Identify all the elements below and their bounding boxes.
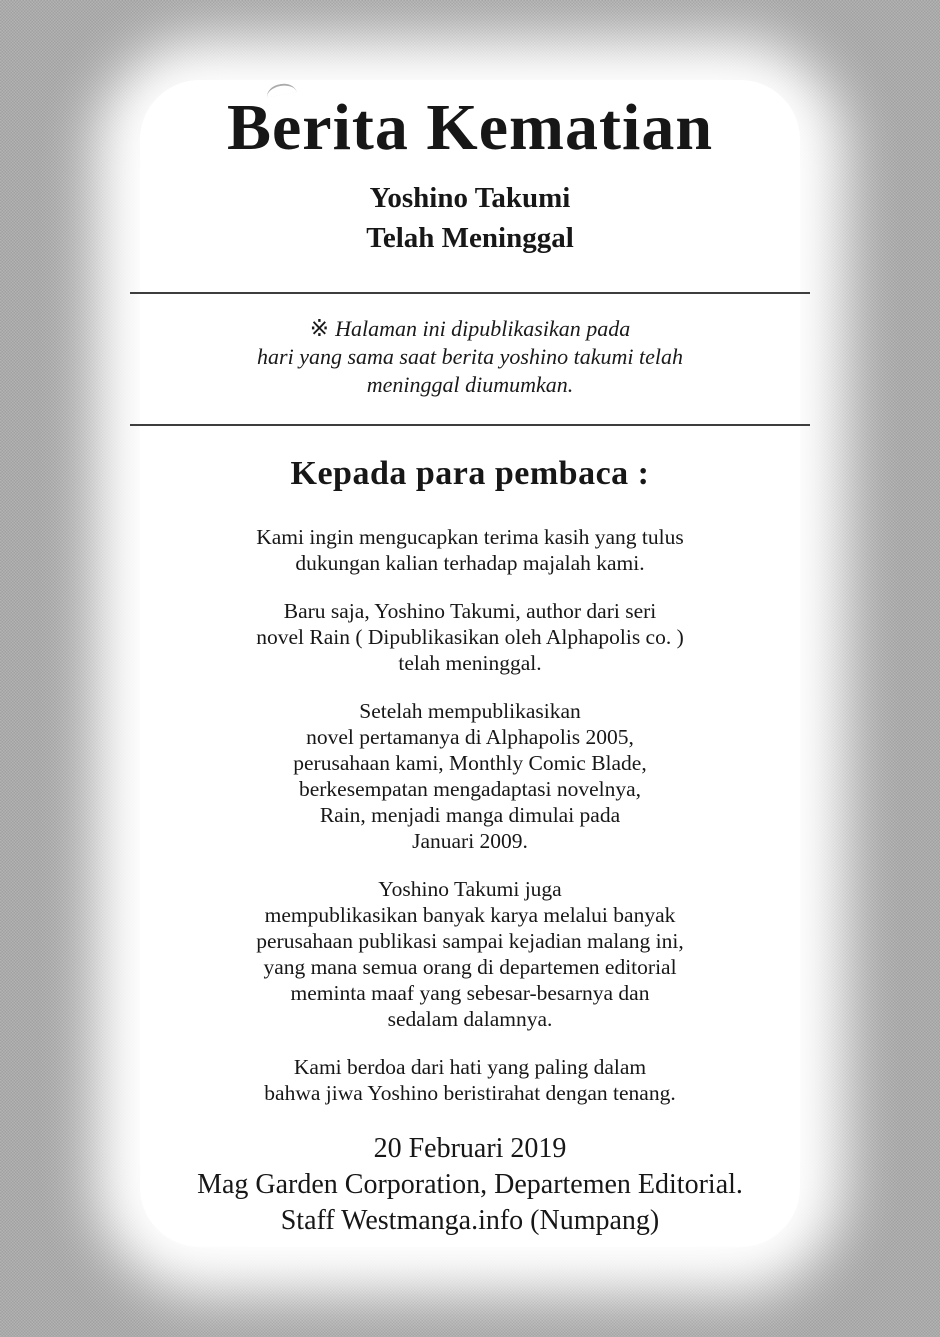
subtitle bbox=[0, 178, 940, 258]
paragraph-line: meminta maaf yang sebesar-besarnya dan bbox=[290, 981, 650, 1005]
paragraph-history bbox=[0, 698, 940, 854]
paragraph-line: Yoshino Takumi juga bbox=[378, 877, 562, 901]
note-line: hari yang sama saat berita yoshino takumi telah bbox=[257, 344, 683, 369]
paragraph-line: mempublikasikan banyak karya melalui banyak bbox=[264, 903, 676, 927]
divider-top bbox=[130, 292, 810, 294]
salutation-heading: Kepada para pembaca : bbox=[290, 455, 650, 492]
paragraph-line: yang mana semua orang di departemen editorial bbox=[263, 955, 677, 979]
paragraph-line: novel pertamanya di Alphapolis 2005, bbox=[306, 725, 634, 749]
paragraph-line: Setelah mempublikasikan bbox=[359, 699, 581, 723]
paragraph-line: Kami berdoa dari hati yang paling dalam bbox=[293, 1055, 647, 1079]
paragraph-condolence bbox=[0, 876, 940, 1032]
note-line: meninggal diumumkan. bbox=[366, 372, 574, 397]
footer-staff-credit: Staff Westmanga.info (Numpang) bbox=[280, 1205, 660, 1236]
note-line bbox=[0, 315, 940, 343]
reference-mark-icon: ※ bbox=[309, 316, 330, 342]
publication-note bbox=[0, 315, 940, 399]
footer-organization: Mag Garden Corporation, Departemen Editorial. bbox=[197, 1169, 743, 1200]
paragraph-thanks bbox=[0, 524, 940, 576]
subtitle-deceased-line: Telah Meninggal bbox=[366, 222, 574, 254]
paragraph-announcement bbox=[0, 598, 940, 676]
paragraph-line: Januari 2009. bbox=[412, 829, 528, 853]
divider-bottom bbox=[130, 424, 810, 426]
paragraph-line: novel Rain ( Dipublikasikan oleh Alphapolis co. ) bbox=[256, 625, 684, 649]
paragraph-line: sedalam dalamnya. bbox=[387, 1007, 553, 1031]
paragraph-prayer bbox=[0, 1054, 940, 1106]
paragraph-line: Rain, menjadi manga dimulai pada bbox=[319, 803, 621, 827]
paragraph-line: perusahaan kami, Monthly Comic Blade, bbox=[293, 751, 647, 775]
paragraph-line: telah meninggal. bbox=[398, 651, 542, 675]
paragraph-line: dukungan kalian terhadap majalah kami. bbox=[295, 551, 645, 575]
paragraph-line: bahwa jiwa Yoshino beristirahat dengan tenang. bbox=[264, 1081, 676, 1105]
paragraph-line: perusahaan publikasi sampai kejadian malang ini, bbox=[256, 929, 684, 953]
footer-date: 20 Februari 2019 bbox=[373, 1133, 567, 1164]
subtitle-name-line: Yoshino Takumi bbox=[369, 182, 571, 214]
paragraph-line: berkesempatan mengadaptasi novelnya, bbox=[298, 777, 642, 801]
paragraph-line: Baru saja, Yoshino Takumi, author dari seri bbox=[283, 599, 657, 623]
footer bbox=[0, 1131, 940, 1239]
paragraph-line: Kami ingin mengucapkan terima kasih yang tulus bbox=[256, 525, 684, 549]
page-title: Berita Kematian bbox=[226, 91, 714, 164]
note-text: Halaman ini dipublikasikan pada bbox=[335, 316, 631, 341]
